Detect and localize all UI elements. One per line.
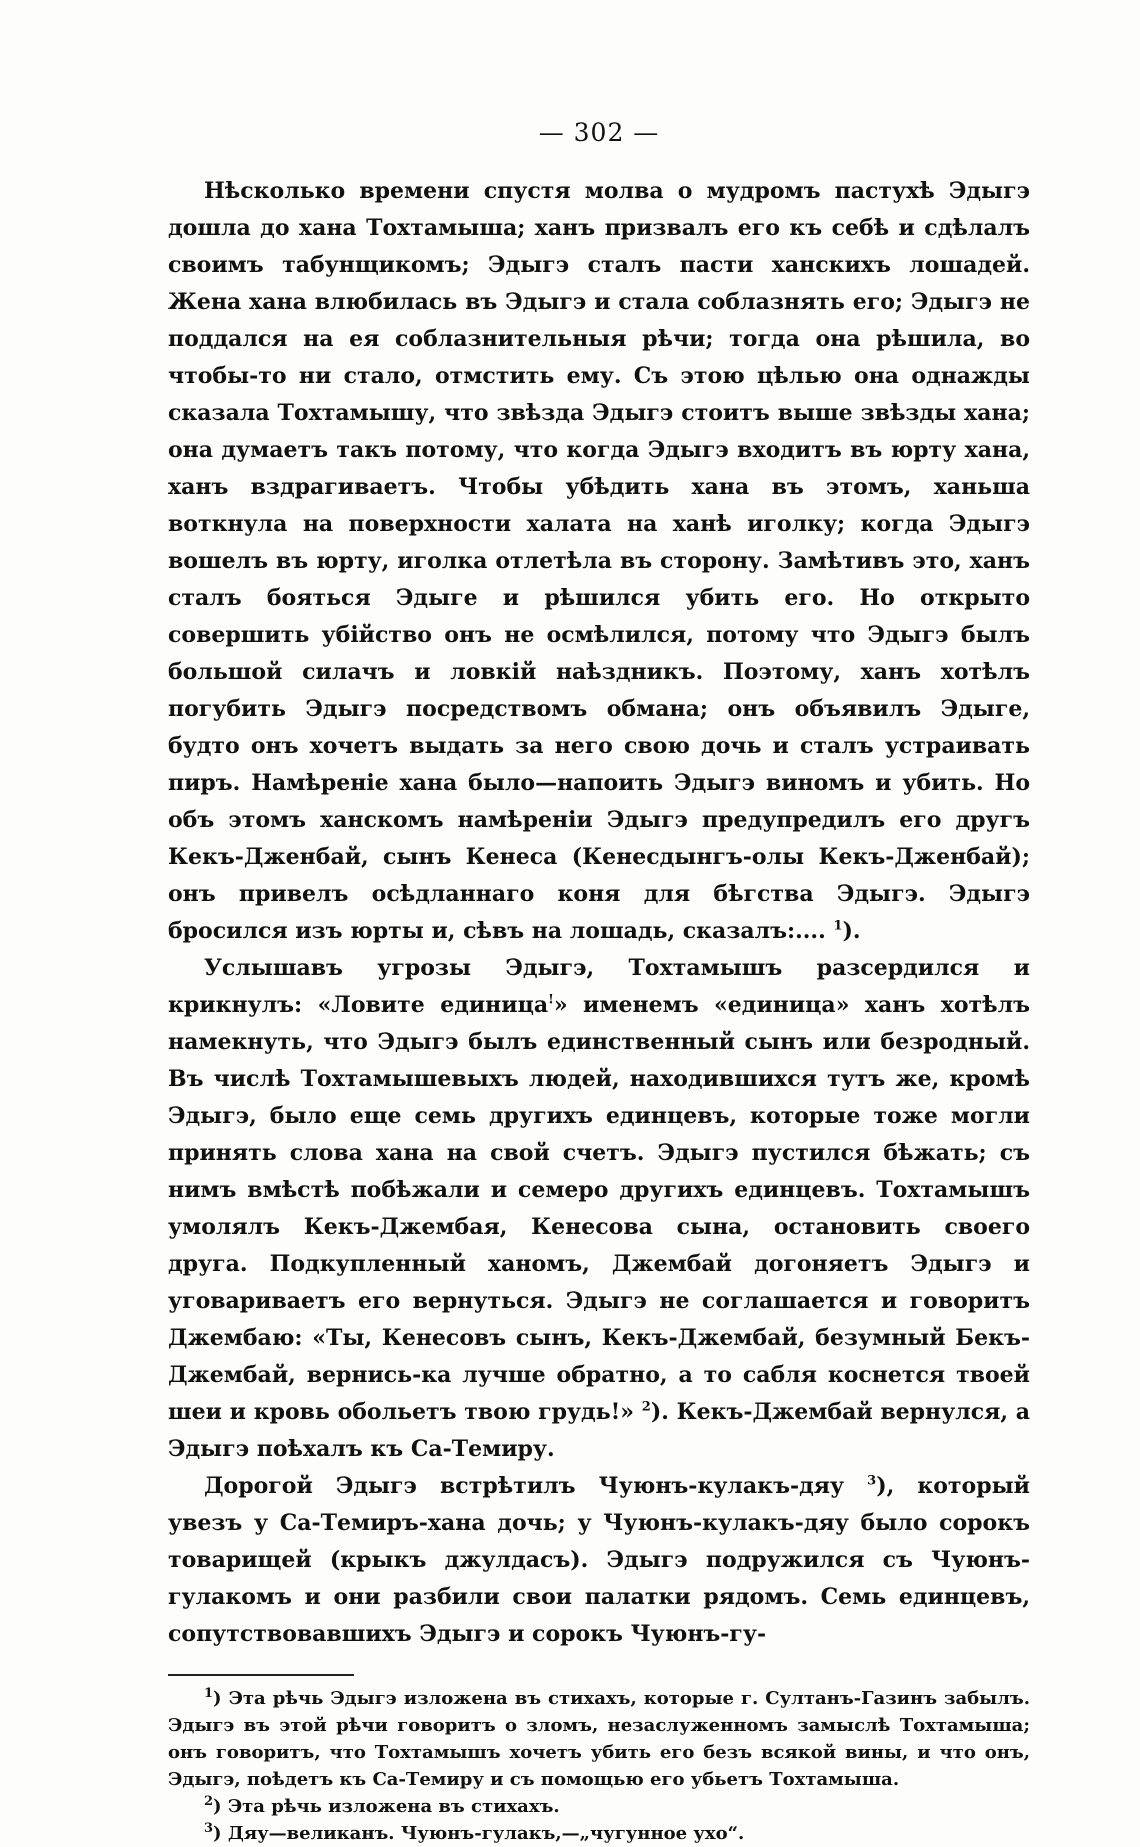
footnote-divider — [168, 1674, 354, 1676]
footnote-ref: 1 — [833, 918, 843, 934]
main-text — [168, 173, 1030, 1653]
page-number: — 302 — — [538, 118, 660, 147]
paragraph-text: Услышавъ угрозы Эдыгэ, Тохтамышъ разсердился и крикнулъ: «Ловите единица — [168, 955, 1030, 1018]
paragraph-text: Нѣсколько времени спустя молва о мудромъ пастухѣ Эдыгэ дошла до хана Тохтамыша; ханъ призвалъ его къ себѣ и сдѣлалъ своимъ табунщикомъ; Эдыгэ сталъ пасти ханскихъ лошадей. Жена хана влюбилась въ Эдыгэ и стала соблазнять его; Эдыгэ не поддался на ея соблазнительныя рѣчи; тогда она рѣшила, во чтобы-то ни стало, отмстить ему. Съ этою цѣлью она однажды сказала Тохтамышу, что звѣзда Эдыгэ стоитъ выше звѣзды хана; она думаетъ такъ потому, что когда Эдыгэ входитъ въ юрту хана, ханъ вздрагиваетъ. Чтобы убѣдить хана въ этомъ, ханьша воткнула на поверхности халата на ханѣ иголку; когда Эдыгэ вошелъ въ юрту, иголка отлетѣла въ сторону. Замѣтивъ это, ханъ сталъ бояться Эдыге и рѣшился убить его. Но открыто совершить убійство онъ не осмѣлился, потому что Эдыгэ былъ большой силачъ и ловкій наѣздникъ. Поэтому, ханъ хотѣлъ погубить Эдыгэ посредствомъ обмана; онъ объявилъ Эдыге, будто онъ хочетъ выдать за него свою дочь и сталъ устраивать пиръ. Намѣреніе хана было—напоить Эдыгэ виномъ и убить. Но объ этомъ ханскомъ намѣреніи Эдыгэ предупредилъ его другъ Кекъ-Дженбай, сынъ Кенеса (Кенесдынгъ-олы Кекъ-Дженбай); онъ привелъ осѣдланнаго коня для бѣгства Эдыгэ. Эдыгэ бросился изъ юрты и, сѣвъ на лошадь, сказалъ:.... — [168, 178, 1030, 944]
footnote — [168, 1820, 1030, 1847]
footnote — [168, 1793, 1030, 1820]
footnotes — [168, 1685, 1030, 1847]
footnote-ref: 3 — [867, 1473, 877, 1489]
footnote-mark: 3 — [204, 1821, 214, 1836]
footnote-text: ) Эта рѣчь изложена въ стихахъ. — [213, 1796, 560, 1817]
footnote — [168, 1685, 1030, 1793]
footnote-ref: 2 — [641, 1399, 651, 1415]
paragraph-text: » именемъ «единица» ханъ хотѣлъ намекнуть, что Эдыгэ былъ единственный сынъ или безродный. Въ числѣ Тохтамышевыхъ людей, находившихся тутъ же, кромѣ Эдыгэ, было еще семь другихъ единцевъ, которые тоже могли принять слова хана на свой счетъ. Эдыгэ пустился бѣжать; съ нимъ вмѣстѣ побѣжали и семеро другихъ единцевъ. Тохтамышъ умолялъ Кекъ-Джембая, Кенесова сына, остановить своего друга. Подкупленный ханомъ, Джембай догоняетъ Эдыгэ и уговариваетъ его вернуться. Эдыгэ не соглашается и говоритъ Джембаю: «Ты, Кенесовъ сынъ, Кекъ-Джембай, безумный Бекъ-Джембай, вернись-ка лучше обратно, а то сабля коснется твоей шеи и кровь обольетъ твою грудь!» — [168, 992, 1030, 1425]
paragraph — [168, 1468, 1030, 1653]
paragraph-text: ). Кекъ-Джембай вернулся, а Эдыгэ поѣхалъ къ Са-Темиру. — [168, 1399, 1030, 1462]
paragraph-text: ), который увезъ у Са-Темиръ-хана дочь; у Чуюнъ-кулакъ-дяу было сорокъ товарищей (крыкъ джулдасъ). Эдыгэ подружился съ Чуюнъ-гулакомъ и они разбили свои палатки рядомъ. Семь единцевъ, сопутствовавшихъ Эдыгэ и сорокъ Чуюнъ-гу- — [168, 1473, 1030, 1647]
footnote-mark: 1 — [204, 1686, 214, 1701]
paragraph-text: Дорогой Эдыгэ встрѣтилъ Чуюнъ-кулакъ-дяу — [204, 1473, 845, 1499]
footnote-ref: ! — [548, 992, 554, 1008]
paragraph — [168, 950, 1030, 1468]
paragraph — [168, 173, 1030, 950]
footnote-mark: 2 — [204, 1794, 214, 1809]
footnote-text: ) Дяу—великанъ. Чуюнъ-гулакъ,—„чугунное ухо“. — [213, 1823, 745, 1844]
footnote-text: ) Эта рѣчь Эдыгэ изложена въ стихахъ, которые г. Султанъ-Газинъ забылъ. Эдыгэ въ этой рѣчи говоритъ о зломъ, незаслуженномъ замыслѣ Тохтамыша; онъ говоритъ, что Тохтамышъ хочетъ убить его безъ всякой вины, и что онъ, Эдыгэ, поѣдетъ къ Са-Темиру и съ помощью его убьетъ Тохтамыша. — [168, 1688, 1030, 1790]
paragraph-text: ). — [842, 918, 861, 944]
